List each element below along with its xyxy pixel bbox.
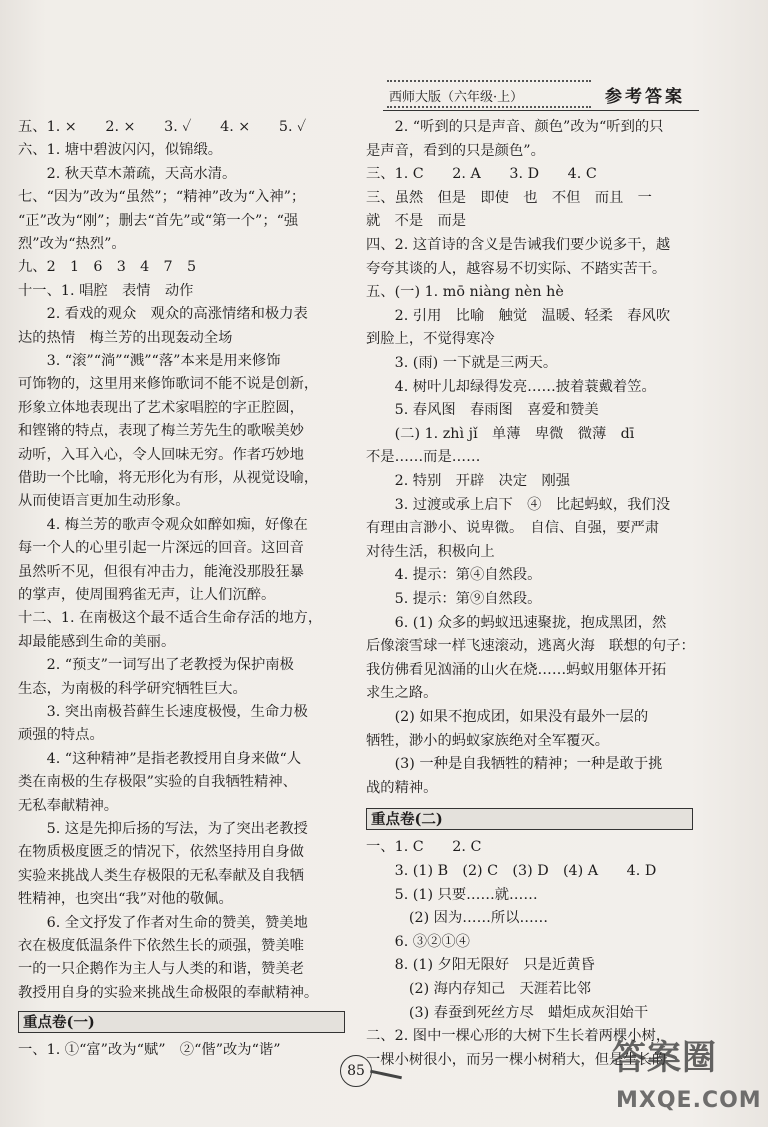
answer-line: 衣在极度低温条件下依然生长的顽强，赞美唯 — [18, 938, 304, 954]
answer-line: 2. 引用 比喻 触觉 温暖、轻柔 春风吹 — [366, 307, 671, 324]
answer-line: 到脸上，不觉得寒冷 — [366, 331, 495, 348]
answer-line: 从而使语言更加生动形象。 — [18, 493, 190, 510]
answer-line: 达的热情 梅兰芳的出现轰动全场 — [18, 329, 233, 346]
answer-line: 可饰物的，这里用来修饰歌词不能不说是创新， — [18, 376, 319, 393]
answer-line: 一的一只企鹅作为主人与人类的和谐，赞美老 — [18, 961, 304, 978]
answer-line: 实验来挑战人类生存极限的无私奉献及自我牺 — [18, 867, 304, 884]
answer-line: 一棵小树很小，而另一棵小树稍大，但是生长的 — [366, 1051, 667, 1068]
answer-line: 二、2. 图中一棵心形的大树下生长着两棵小树， — [366, 1028, 671, 1045]
answer-line: 3. 过渡或承上启下 ④ 比起蚂蚁，我们没 — [366, 496, 671, 513]
answer-line: 对待生活，积极向上 — [366, 543, 495, 560]
answer-line: 不是……而是…… — [366, 449, 481, 466]
header-rule — [383, 110, 699, 111]
answer-line: 4. 提示：第④自然段。 — [366, 567, 542, 584]
answer-line: “正”改为“刚”；删去“首先”或“第一个”；“强 — [18, 212, 299, 229]
answer-line: 后像滚雪球一样飞速滚动，逃离火海 联想的句子： — [366, 638, 695, 655]
watermark-stamp: 答案圈 — [612, 1038, 717, 1078]
answer-line: 顽强的特点。 — [18, 727, 104, 744]
answer-line: 战的精神。 — [366, 779, 438, 796]
page-number: 85 — [340, 1055, 372, 1087]
answer-line: 4. 梅兰芳的歌声令观众如醉如痴，好像在 — [18, 516, 308, 533]
answer-line: 三、1. C 2. A 3. D 4. C — [366, 166, 597, 183]
answer-line: 8. (1) 夕阳无限好 只是近黄昏 — [366, 957, 595, 974]
answer-line: 四、2. 这首诗的含义是告诫我们要少说多干，越 — [366, 237, 671, 253]
answer-line: 生态，为南极的科学研究牺牲巨大。 — [18, 680, 247, 697]
answer-line: 我仿佛看见汹涌的山火在烧……蚂蚁用躯体开拓 — [366, 661, 667, 678]
answer-line: 三、虽然 但是 即使 也 不但 而且 一 — [366, 189, 652, 206]
answer-line: 类在南极的生存极限”实验的自我牺牲精神、 — [18, 774, 297, 791]
answer-line: (3) 春蚕到死丝方尽 蜡炬成灰泪始干 — [366, 1004, 649, 1021]
answer-line: 有理由言渺小、说卑微。 自信、自强，要严肃 — [366, 520, 660, 537]
answer-line: 虽然听不见，但很有冲击力，能淹没那股狂暴 — [18, 563, 304, 580]
answer-line: 五、1. × 2. × 3. ✓ 4. × 5. ✓ — [18, 119, 307, 135]
answer-line: 6. ③②①④ — [366, 933, 470, 950]
page-number-flourish — [370, 1070, 402, 1080]
answer-line: 5. 这是先抑后扬的写法，为了突出老教授 — [18, 821, 308, 837]
section-heading: 重点卷(一) — [18, 1011, 345, 1033]
answer-line: 九、2 1 6 3 4 7 5 — [18, 259, 197, 276]
answer-line: 3. (1) B (2) C (3) D (4) A 4. D — [366, 863, 657, 879]
answer-line: 动听，入耳入心，令人回味无穷。作者巧妙地 — [18, 446, 304, 463]
section-heading: 重点卷(二) — [366, 808, 693, 830]
answer-line: 教授用自身的实验来挑战生命极限的奉献精神。 — [18, 984, 319, 1001]
answer-line: 2. 看戏的观众 观众的高涨情绪和极力表 — [18, 306, 308, 323]
answer-line: 求生之路。 — [366, 685, 438, 702]
answer-line: 十一、1. 唱腔 表情 动作 — [18, 282, 194, 299]
answer-line: 一、1. C 2. C — [366, 839, 482, 856]
answer-line: 5. 提示：第⑨自然段。 — [366, 591, 542, 607]
answer-line: 5. (1) 只要……就…… — [366, 886, 538, 903]
answer-line: 2. “预支”一词写出了老教授为保护南极 — [18, 657, 294, 674]
answer-line: 十二、1. 在南极这个最不适合生命存活的地方， — [18, 610, 323, 627]
answer-line: 借助一个比喻，将无形化为有形，从视觉设喻， — [18, 470, 319, 486]
answer-line: 4. 树叶儿却绿得发亮……披着蓑戴着笠。 — [366, 378, 656, 395]
answer-line: 夸夸其谈的人，越容易不切实际、不踏实苦干。 — [366, 260, 667, 277]
answer-line: (二) 1. zhì jǐ 单薄 卑微 微薄 dī — [366, 425, 635, 442]
answer-line: 一、1. ①“富”改为“赋” ②“偕”改为“谐” — [18, 1042, 281, 1059]
answer-line: 七、“因为”改为“虽然”；“精神”改为“入神”； — [18, 189, 306, 206]
header-dotted-rule-lower — [387, 106, 591, 108]
answer-line: (2) 海内存知己 天涯若比邻 — [366, 981, 591, 997]
answer-line: 2. 秋天草木萧疏，天高水清。 — [18, 165, 237, 182]
answer-line: 五、(一) 1. mō niàng nèn hè — [366, 284, 564, 301]
answer-line: 形象立体地表现出了艺术家唱腔的字正腔圆， — [18, 399, 304, 416]
answer-line: (2) 因为……所以…… — [366, 910, 549, 927]
answer-line: 5. 春风图 春雨图 喜爱和赞美 — [366, 402, 599, 419]
answer-line: (2) 如果不抱成团，如果没有最外一层的 — [366, 709, 649, 725]
answer-line: 牲精神，也突出“我”对他的敬佩。 — [18, 891, 233, 908]
answer-line: 3. (雨) 一下就是三两天。 — [366, 355, 558, 371]
watermark-url: MXQE.COM — [616, 1088, 762, 1113]
answer-line: 3. “滚”“淌”“溅”“落”本来是用来修饰 — [18, 353, 281, 369]
answer-line: 和铿锵的特点，表现了梅兰芳先生的歌喉美妙 — [18, 423, 304, 440]
answer-line: (3) 一种是自我牺牲的精神；一种是敢于挑 — [366, 756, 663, 773]
answer-line: 4. “这种精神”是指老教授用自身来做“人 — [18, 750, 302, 767]
page-header — [383, 82, 699, 114]
answer-line: 2. 特别 开辟 决定 刚强 — [366, 473, 571, 489]
header-dotted-rule — [387, 80, 591, 82]
answer-line: 就 不是 而是 — [366, 213, 467, 230]
answer-line: 六、1. 塘中碧波闪闪，似锦缎。 — [18, 142, 223, 159]
answer-line: 在物质极度匮乏的情况下，依然坚持用自身做 — [18, 844, 304, 861]
watermark — [612, 1030, 762, 1122]
answer-line: 3. 突出南极苔藓生长速度极慢，生命力极 — [18, 704, 308, 720]
edition-label: 西师大版（六年级·上） — [389, 90, 524, 105]
answer-line: 烈”改为“热烈”。 — [18, 236, 126, 252]
answer-line: 2. “听到的只是声音、颜色”改为“听到的只 — [366, 119, 664, 135]
answer-line: 是声音，看到的只是颜色”。 — [366, 142, 545, 159]
answer-line: 无私奉献精神。 — [18, 797, 119, 814]
answer-line: 的掌声，使周围鸦雀无声，让人们沉醉。 — [18, 587, 276, 603]
header-title: 参考答案 — [605, 87, 685, 107]
answer-line: 6. (1) 众多的蚂蚁迅速聚拢，抱成黑团，然 — [366, 614, 667, 631]
answer-line: 6. 全文抒发了作者对生命的赞美，赞美地 — [18, 914, 308, 931]
answer-line: 牺牲，渺小的蚂蚁家族绝对全军覆灭。 — [366, 732, 610, 749]
answer-line: 却最能感到生命的美丽。 — [18, 633, 176, 650]
answer-line: 每一个人的心里引起一片深远的回音。这回音 — [18, 540, 304, 557]
